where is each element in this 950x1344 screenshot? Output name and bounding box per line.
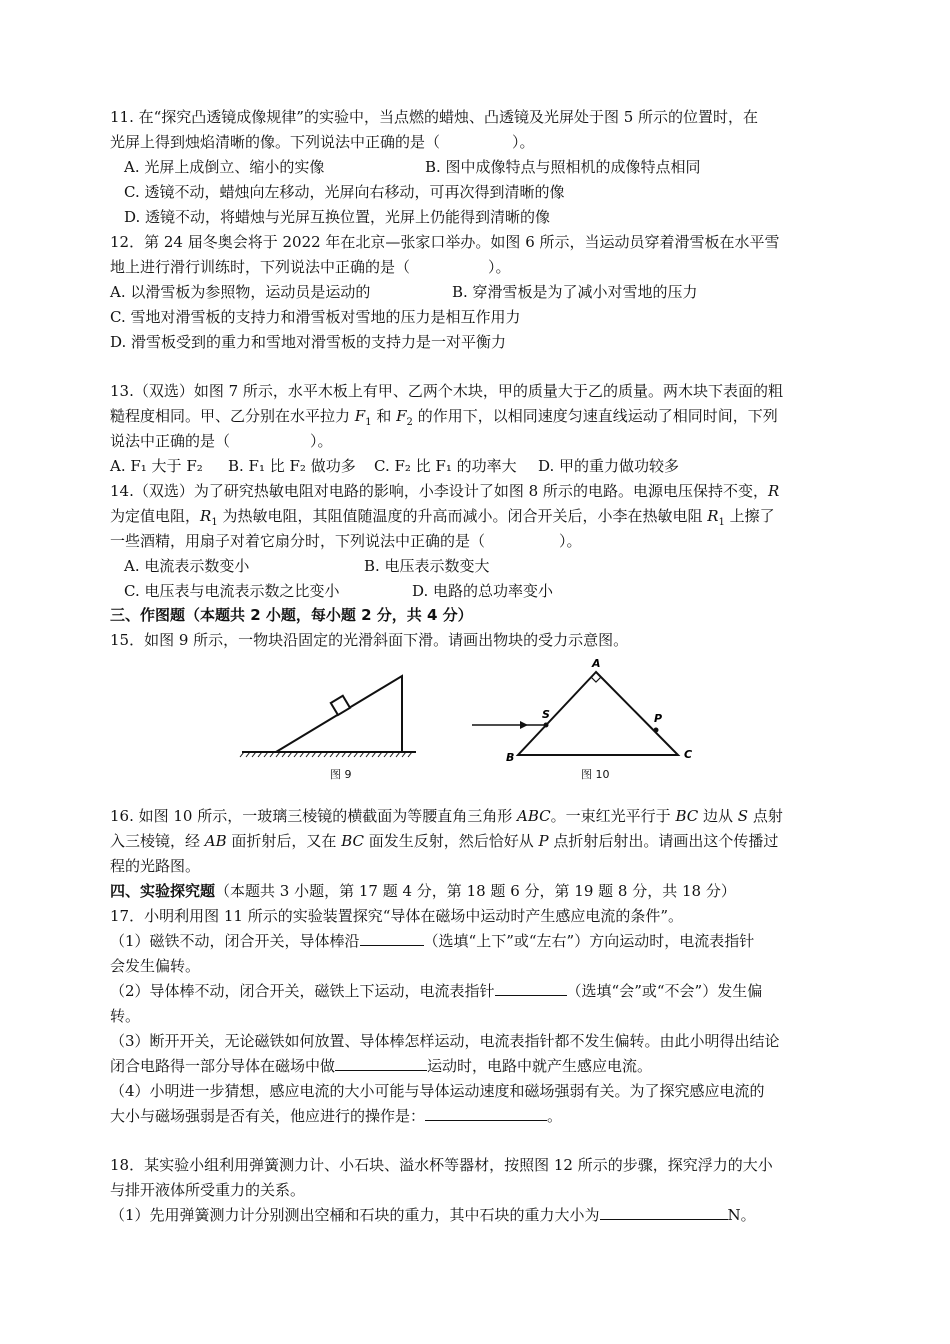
q15-stem: 15．如图 9 所示，一物块沿固定的光滑斜面下滑。请画出物块的受力示意图。	[110, 631, 629, 649]
q17-part3-line2: 闭合电路得一部分导体在磁场中做 运动时，电路中就产生感应电流。	[110, 1057, 653, 1075]
q17-part2-line2: 转。	[110, 1007, 141, 1025]
q17-part1-line2: 会发生偏转。	[110, 957, 201, 975]
q11-option-d: D. 透镜不动，将蜡烛与光屏互换位置，光屏上仍能得到清晰的像	[124, 208, 551, 226]
q14-option-b: B. 电压表示数变大	[364, 557, 490, 575]
q13-option-a: A. F₁ 大于 F₂	[110, 457, 203, 475]
q17-part1-line1: （1）磁铁不动，闭合开关，导体棒沿 （选填“上下”或“左右”）方向运动时，电流表指针	[110, 932, 755, 950]
q12-stem-line1: 12．第 24 届冬奥会将于 2022 年在北京—张家口举办。如图 6 所示，当运动员穿着滑雪板在水平雪	[110, 233, 780, 251]
point-s	[544, 723, 549, 728]
label-s: S	[542, 708, 550, 721]
label-p: P	[654, 712, 663, 725]
q13-stem-line2: 糙程度相同。甲、乙分别在水平拉力 $F_1$ 和 $F_2$ 的作用下，以相同速度匀速直线运动了相同时间，下列	[110, 407, 778, 428]
answer-blank[interactable]	[425, 1106, 547, 1121]
label-a: A	[592, 657, 601, 670]
figure-9-incline	[238, 662, 420, 762]
q14-option-c: C. 电压表与电流表示数之比变小	[124, 582, 340, 600]
q16-stem-line2: 入三棱镜，经 AB 面折射后，又在 BC 面发生反射，然后恰好从 P 点折射后射出。请画出这个传播过	[110, 832, 779, 850]
q12-option-c: C. 雪地对滑雪板的支持力和滑雪板对雪地的压力是相互作用力	[110, 308, 521, 326]
q12-option-d: D. 滑雪板受到的重力和雪地对滑雪板的支持力是一对平衡力	[110, 333, 507, 351]
label-c: C	[684, 748, 693, 761]
point-p	[654, 728, 659, 733]
q18-stem-line1: 18．某实验小组利用弹簧测力计、小石块、溢水杯等器材，按照图 12 所示的步骤，探究浮力的大小	[110, 1156, 773, 1174]
figure-10-caption: 图 10	[581, 768, 610, 781]
answer-blank[interactable]	[495, 981, 567, 996]
q14-option-a: A. 电流表示数变小	[124, 557, 250, 575]
q16-stem-line3: 程的光路图。	[110, 857, 201, 875]
q13-stem-line1: 13.（双选）如图 7 所示，水平木板上有甲、乙两个木块，甲的质量大于乙的质量。两木块下表面的粗	[110, 382, 783, 400]
figure-9-caption: 图 9	[330, 768, 352, 781]
answer-blank[interactable]	[360, 931, 424, 946]
q17-part4-line1: （4）小明进一步猜想，感应电流的大小可能与导体运动速度和磁场强弱有关。为了探究感应电流的	[110, 1082, 765, 1100]
q12-option-b: B. 穿滑雪板是为了减小对雪地的压力	[452, 283, 698, 301]
q17-stem: 17．小明利用图 11 所示的实验装置探究“导体在磁场中运动时产生感应电流的条件”。	[110, 907, 684, 925]
q11-option-b: B. 图中成像特点与照相机的成像特点相同	[425, 158, 701, 176]
q14-option-d: D. 电路的总功率变小	[412, 582, 554, 600]
section-4-heading: 四、实验探究题（本题共 3 小题，第 17 题 4 分，第 18 题 6 分，第 19 题 8 分，共 18 分）	[110, 882, 736, 900]
q11-stem-line1: 11. 在“探究凸透镜成像规律”的实验中，当点燃的蜡烛、凸透镜及光屏处于图 5 所示的位置时，在	[110, 108, 759, 126]
figure-10-prism	[468, 655, 708, 767]
q11-option-c: C. 透镜不动，蜡烛向左移动，光屏向右移动，可再次得到清晰的像	[124, 183, 565, 201]
q13-option-b: B. F₁ 比 F₂ 做功多	[228, 457, 356, 475]
q17-part3-line1: （3）断开开关，无论磁铁如何放置、导体棒怎样运动，电流表指针都不发生偏转。由此小明得出结论	[110, 1032, 780, 1050]
answer-blank[interactable]	[335, 1056, 427, 1071]
q17-part2-line1: （2）导体棒不动，闭合开关，磁铁上下运动，电流表指针 （选填“会”或“不会”）发生偏	[110, 982, 763, 1000]
label-b: B	[506, 751, 515, 764]
q13-option-c: C. F₂ 比 F₁ 的功率大	[374, 457, 517, 475]
answer-blank[interactable]	[600, 1205, 728, 1220]
ray-arrowhead	[520, 721, 528, 729]
q13-option-d: D. 甲的重力做功较多	[538, 457, 680, 475]
q14-stem-line2: 为定值电阻，$R_1$ 为热敏电阻，其阻值随温度的升高而减小。闭合开关后，小李在热敏电阻 $R_1$ 上擦了	[110, 507, 775, 528]
block	[331, 696, 350, 715]
q14-stem-line1: 14.（双选）为了研究热敏电阻对电路的影响，小李设计了如图 8 所示的电路。电源电压保持不变，R	[110, 482, 780, 500]
section-3-heading: 三、作图题（本题共 2 小题，每小题 2 分，共 4 分）	[110, 606, 473, 624]
q16-stem-line1: 16. 如图 10 所示，一玻璃三棱镜的横截面为等腰直角三角形 ABC。一束红光平行于 BC 边从 S 点射	[110, 807, 783, 825]
q12-stem-line2: 地上进行滑行训练时，下列说法中正确的是（ ）。	[110, 258, 511, 276]
right-angle-mark	[591, 677, 601, 682]
q12-option-a: A. 以滑雪板为参照物，运动员是运动的	[110, 283, 371, 301]
q18-part1: （1）先用弹簧测力计分别测出空桶和石块的重力，其中石块的重力大小为 N。	[110, 1206, 756, 1224]
q13-stem-line3: 说法中正确的是（ ）。	[110, 432, 333, 450]
q17-part4-line2: 大小与磁场强弱是否有关，他应进行的操作是： 。	[110, 1107, 563, 1125]
q18-stem-line2: 与排开液体所受重力的关系。	[110, 1181, 306, 1199]
q11-stem-line2: 光屏上得到烛焰清晰的像。下列说法中正确的是（ ）。	[110, 133, 535, 151]
q14-stem-line3: 一些酒精，用扇子对着它扇分时，下列说法中正确的是（ ）。	[110, 532, 582, 550]
q11-option-a: A. 光屏上成倒立、缩小的实像	[124, 158, 325, 176]
